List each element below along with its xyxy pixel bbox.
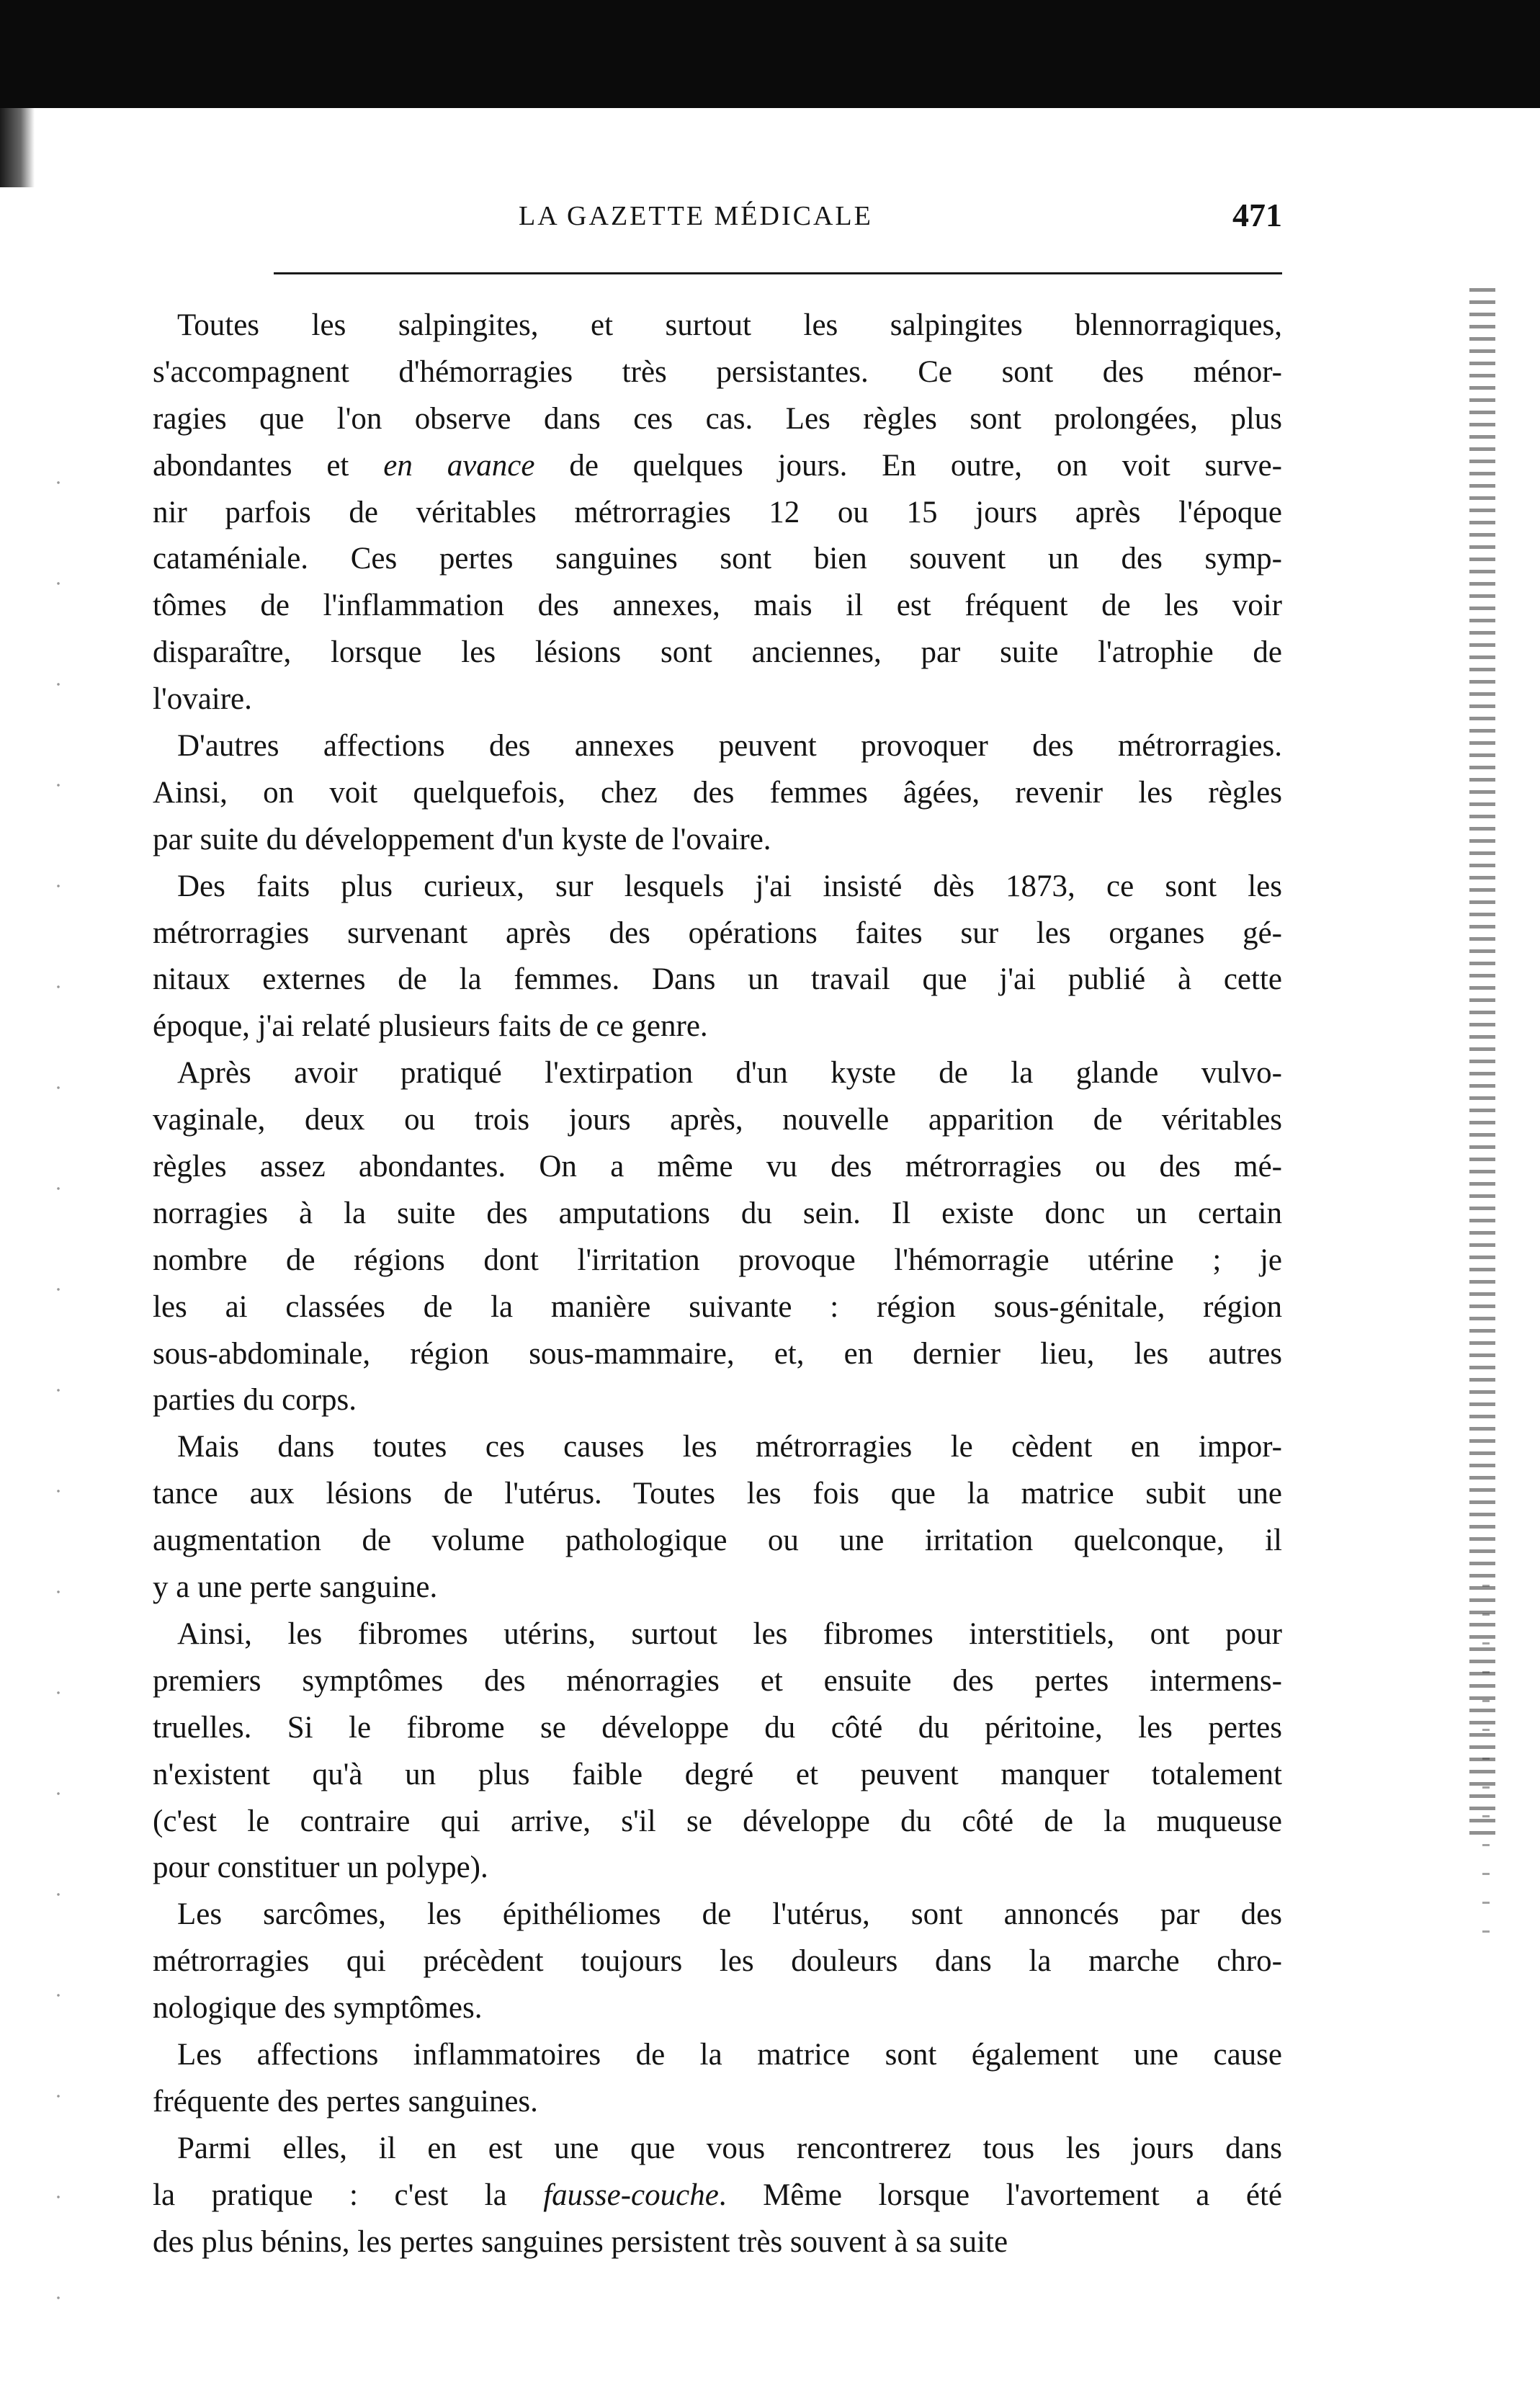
text-line bbox=[153, 770, 1282, 817]
text-segment: nombre de régions dont l'irritation provoque l'hémorragie utérine ; je bbox=[153, 1243, 1282, 1277]
text-segment: parties du corps. bbox=[153, 1383, 357, 1418]
text-segment: nir parfois de véritables métrorragies 12 ou 15 jours après l'époque bbox=[153, 495, 1282, 529]
text-line bbox=[153, 1191, 1282, 1238]
text-line bbox=[153, 2032, 1282, 2079]
text-line bbox=[153, 1424, 1282, 1471]
text-segment: truelles. Si le fibrome se développe du côté du péritoine, les pertes bbox=[153, 1710, 1282, 1745]
text-line bbox=[153, 1985, 1282, 2032]
text-segment: Mais dans toutes ces causes les métrorragies le cèdent en impor- bbox=[177, 1430, 1282, 1464]
text-segment: par suite du développement d'un kyste de l'ovaire. bbox=[153, 822, 771, 856]
text-line bbox=[153, 817, 1282, 864]
text-segment: Ainsi, on voit quelquefois, chez des femmes âgées, revenir les règles bbox=[153, 775, 1282, 810]
text-segment: pour constituer un polype). bbox=[153, 1851, 488, 1885]
text-line bbox=[153, 536, 1282, 583]
text-segment: Après avoir pratiqué l'extirpation d'un kyste de la glande vulvo- bbox=[177, 1056, 1282, 1091]
text-segment: des plus bénins, les pertes sanguines persistent très souvent à sa suite bbox=[153, 2224, 1008, 2259]
text-segment: nologique des symptômes. bbox=[153, 1991, 483, 2026]
scan-left-margin-specks bbox=[56, 432, 61, 2305]
text-segment: règles assez abondantes. On a même vu des métrorragies ou des mé- bbox=[153, 1150, 1282, 1184]
text-segment: Ainsi, les fibromes utérins, surtout les fibromes interstitiels, ont pour bbox=[177, 1616, 1282, 1651]
text-line bbox=[153, 1611, 1282, 1658]
header-rule bbox=[274, 272, 1282, 274]
text-segment: métrorragies survenant après des opérations faites sur les organes gé- bbox=[153, 916, 1282, 950]
text-line bbox=[153, 303, 1282, 349]
text-segment: la pratique : c'est la bbox=[153, 2178, 544, 2212]
text-line bbox=[153, 490, 1282, 537]
text-segment: Des faits plus curieux, sur lesquels j'ai insisté dès 1873, ce sont les bbox=[177, 869, 1282, 903]
text-line bbox=[153, 2079, 1282, 2126]
text-line bbox=[153, 1845, 1282, 1892]
text-line bbox=[153, 2219, 1282, 2266]
text-line bbox=[153, 1377, 1282, 1424]
text-segment: . Même lorsque l'avortement a été bbox=[718, 2178, 1282, 2212]
text-line bbox=[153, 1238, 1282, 1284]
text-segment: y a une perte sanguine. bbox=[153, 1570, 438, 1605]
text-segment: vaginale, deux ou trois jours après, nouvelle apparition de véritables bbox=[153, 1103, 1282, 1137]
text-line bbox=[153, 676, 1282, 723]
italic-term: fausse-couche bbox=[543, 2178, 719, 2212]
text-line bbox=[153, 2126, 1282, 2172]
text-segment: D'autres affections des annexes peuvent provoquer des métrorragies. bbox=[177, 729, 1282, 764]
text-segment: les ai classées de la manière suivante : région sous-génitale, région bbox=[153, 1289, 1282, 1324]
text-segment: nitaux externes de la femmes. Dans un travail que j'ai publié à cette bbox=[153, 962, 1282, 997]
italic-term: en avance bbox=[383, 448, 535, 483]
scan-right-margin-specks bbox=[1482, 1585, 1490, 1945]
text-line bbox=[153, 1705, 1282, 1752]
text-line bbox=[153, 2172, 1282, 2219]
text-line bbox=[153, 957, 1282, 1003]
running-header bbox=[281, 194, 1282, 245]
text-line bbox=[153, 630, 1282, 676]
text-segment: Les affections inflammatoires de la matrice sont également une cause bbox=[177, 2037, 1282, 2072]
text-line bbox=[153, 910, 1282, 957]
text-line bbox=[153, 583, 1282, 630]
text-segment: ragies que l'on observe dans ces cas. Les règles sont prolongées, plus bbox=[153, 401, 1282, 436]
text-line bbox=[153, 1097, 1282, 1144]
text-segment: norragies à la suite des amputations du sein. Il existe donc un certain bbox=[153, 1196, 1282, 1230]
text-line bbox=[153, 1565, 1282, 1611]
text-segment: augmentation de volume pathologique ou une irritation quelconque, il bbox=[153, 1523, 1282, 1558]
text-segment: Les sarcômes, les épithéliomes de l'utérus, sont annoncés par des bbox=[177, 1897, 1282, 1932]
text-segment: Parmi elles, il en est une que vous rencontrerez tous les jours dans bbox=[177, 2131, 1282, 2165]
body-text bbox=[153, 303, 1282, 2265]
text-segment: époque, j'ai relaté plusieurs faits de ce genre. bbox=[153, 1009, 708, 1044]
text-line bbox=[153, 1144, 1282, 1191]
text-line bbox=[153, 1284, 1282, 1331]
text-segment: (c'est le contraire qui arrive, s'il se développe du côté de la muqueuse bbox=[153, 1804, 1282, 1838]
journal-title: LA GAZETTE MÉDICALE bbox=[519, 201, 873, 231]
scan-top-border bbox=[0, 0, 1540, 108]
text-line bbox=[153, 1752, 1282, 1799]
text-segment: s'accompagnent d'hémorragies très persistantes. Ce sont des ménor- bbox=[153, 354, 1282, 389]
text-segment: abondantes et bbox=[153, 448, 384, 483]
text-line bbox=[153, 1471, 1282, 1518]
text-segment: Toutes les salpingites, et surtout les salpingites blennorragiques, bbox=[177, 308, 1282, 342]
text-segment: n'existent qu'à un plus faible degré et peuvent manquer totalement bbox=[153, 1757, 1282, 1791]
text-segment: métrorragies qui précèdent toujours les douleurs dans la marche chro- bbox=[153, 1944, 1282, 1979]
text-segment: de quelques jours. En outre, on voit surve- bbox=[534, 448, 1282, 483]
text-line bbox=[153, 1050, 1282, 1097]
text-line bbox=[153, 1892, 1282, 1938]
text-segment: fréquente des pertes sanguines. bbox=[153, 2084, 538, 2118]
text-line bbox=[153, 1938, 1282, 1985]
text-segment: disparaître, lorsque les lésions sont anciennes, par suite l'atrophie de bbox=[153, 635, 1282, 670]
scan-left-shadow bbox=[0, 108, 35, 187]
text-line bbox=[153, 396, 1282, 443]
text-segment: tômes de l'inflammation des annexes, mais il est fréquent de les voir bbox=[153, 589, 1282, 623]
text-segment: sous-abdominale, région sous-mammaire, et, en dernier lieu, les autres bbox=[153, 1336, 1282, 1371]
text-line bbox=[153, 1658, 1282, 1705]
text-line bbox=[153, 1799, 1282, 1845]
text-line bbox=[153, 1518, 1282, 1565]
text-line bbox=[153, 1331, 1282, 1378]
page-number: 471 bbox=[1232, 197, 1282, 233]
text-line bbox=[153, 723, 1282, 770]
text-segment: premiers symptômes des ménorragies et ensuite des pertes intermens- bbox=[153, 1663, 1282, 1698]
text-segment: l'ovaire. bbox=[153, 682, 252, 717]
text-line bbox=[153, 349, 1282, 396]
text-segment: tance aux lésions de l'utérus. Toutes les fois que la matrice subit une bbox=[153, 1477, 1282, 1511]
text-line bbox=[153, 864, 1282, 910]
text-line bbox=[153, 1003, 1282, 1050]
text-segment: cataméniale. Ces pertes sanguines sont bien souvent un des symp- bbox=[153, 542, 1282, 576]
text-line bbox=[153, 443, 1282, 490]
